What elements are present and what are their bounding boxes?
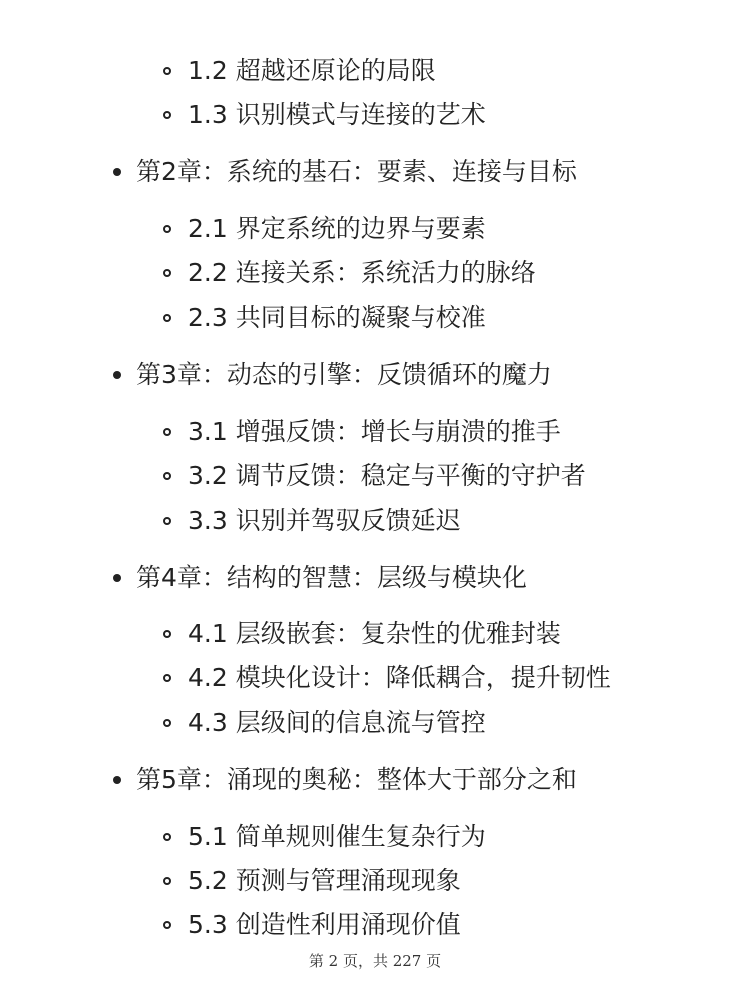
- circle-bullet-icon: [163, 630, 171, 638]
- toc-section-label: 2.2 连接关系：系统活力的脉络: [188, 258, 536, 287]
- toc-section-item[interactable]: [163, 98, 486, 132]
- disc-bullet-icon: [113, 574, 121, 582]
- disc-bullet-icon: [113, 168, 121, 176]
- toc-section-item[interactable]: [163, 820, 486, 854]
- circle-bullet-icon: [163, 833, 171, 841]
- circle-bullet-icon: [163, 877, 171, 885]
- toc-chapter-label: 第3章：动态的引擎：反馈循环的魔力: [136, 360, 552, 389]
- toc-section-item[interactable]: [163, 415, 561, 449]
- toc-section-item[interactable]: [163, 661, 611, 695]
- disc-bullet-icon: [113, 776, 121, 784]
- circle-bullet-icon: [163, 921, 171, 929]
- circle-bullet-icon: [163, 67, 171, 75]
- circle-bullet-icon: [163, 719, 171, 727]
- toc-section-item[interactable]: [163, 54, 436, 88]
- toc-section-item[interactable]: [163, 256, 536, 290]
- toc-section-label: 3.2 调节反馈：稳定与平衡的守护者: [188, 461, 586, 490]
- circle-bullet-icon: [163, 111, 171, 119]
- circle-bullet-icon: [163, 269, 171, 277]
- toc-section-item[interactable]: [163, 617, 561, 651]
- toc-chapter-item[interactable]: [113, 358, 552, 392]
- toc-section-item[interactable]: [163, 908, 461, 942]
- toc-section-label: 5.2 预测与管理涌现现象: [188, 866, 461, 895]
- circle-bullet-icon: [163, 472, 171, 480]
- toc-section-label: 3.1 增强反馈：增长与崩溃的推手: [188, 417, 561, 446]
- toc-section-item[interactable]: [163, 301, 486, 335]
- toc-section-label: 4.1 层级嵌套：复杂性的优雅封装: [188, 619, 561, 648]
- toc-section-label: 5.3 创造性利用涌现价值: [188, 910, 461, 939]
- toc-chapter-item[interactable]: [113, 561, 527, 595]
- toc-section-item[interactable]: [163, 459, 586, 493]
- toc-section-label: 3.3 识别并驾驭反馈延迟: [188, 506, 461, 535]
- toc-section-label: 4.2 模块化设计：降低耦合，提升韧性: [188, 663, 611, 692]
- toc-section-item[interactable]: [163, 504, 461, 538]
- toc-chapter-label: 第5章：涌现的奥秘：整体大于部分之和: [136, 765, 577, 794]
- toc-section-item[interactable]: [163, 212, 486, 246]
- disc-bullet-icon: [113, 371, 121, 379]
- toc-section-item[interactable]: [163, 864, 461, 898]
- toc-section-label: 5.1 简单规则催生复杂行为: [188, 822, 486, 851]
- circle-bullet-icon: [163, 517, 171, 525]
- toc-section-item[interactable]: [163, 706, 486, 740]
- toc-section-label: 2.1 界定系统的边界与要素: [188, 214, 486, 243]
- toc-chapter-label: 第4章：结构的智慧：层级与模块化: [136, 563, 527, 592]
- circle-bullet-icon: [163, 674, 171, 682]
- toc-chapter-item[interactable]: [113, 155, 577, 189]
- toc-section-label: 1.2 超越还原论的局限: [188, 56, 436, 85]
- circle-bullet-icon: [163, 225, 171, 233]
- toc-chapter-label: 第2章：系统的基石：要素、连接与目标: [136, 157, 577, 186]
- circle-bullet-icon: [163, 428, 171, 436]
- page-number-footer: 第 2 页，共 227 页: [308, 952, 442, 970]
- toc-section-label: 1.3 识别模式与连接的艺术: [188, 100, 486, 129]
- toc-chapter-item[interactable]: [113, 763, 577, 797]
- toc-section-label: 4.3 层级间的信息流与管控: [188, 708, 486, 737]
- toc-section-label: 2.3 共同目标的凝聚与校准: [188, 303, 486, 332]
- circle-bullet-icon: [163, 314, 171, 322]
